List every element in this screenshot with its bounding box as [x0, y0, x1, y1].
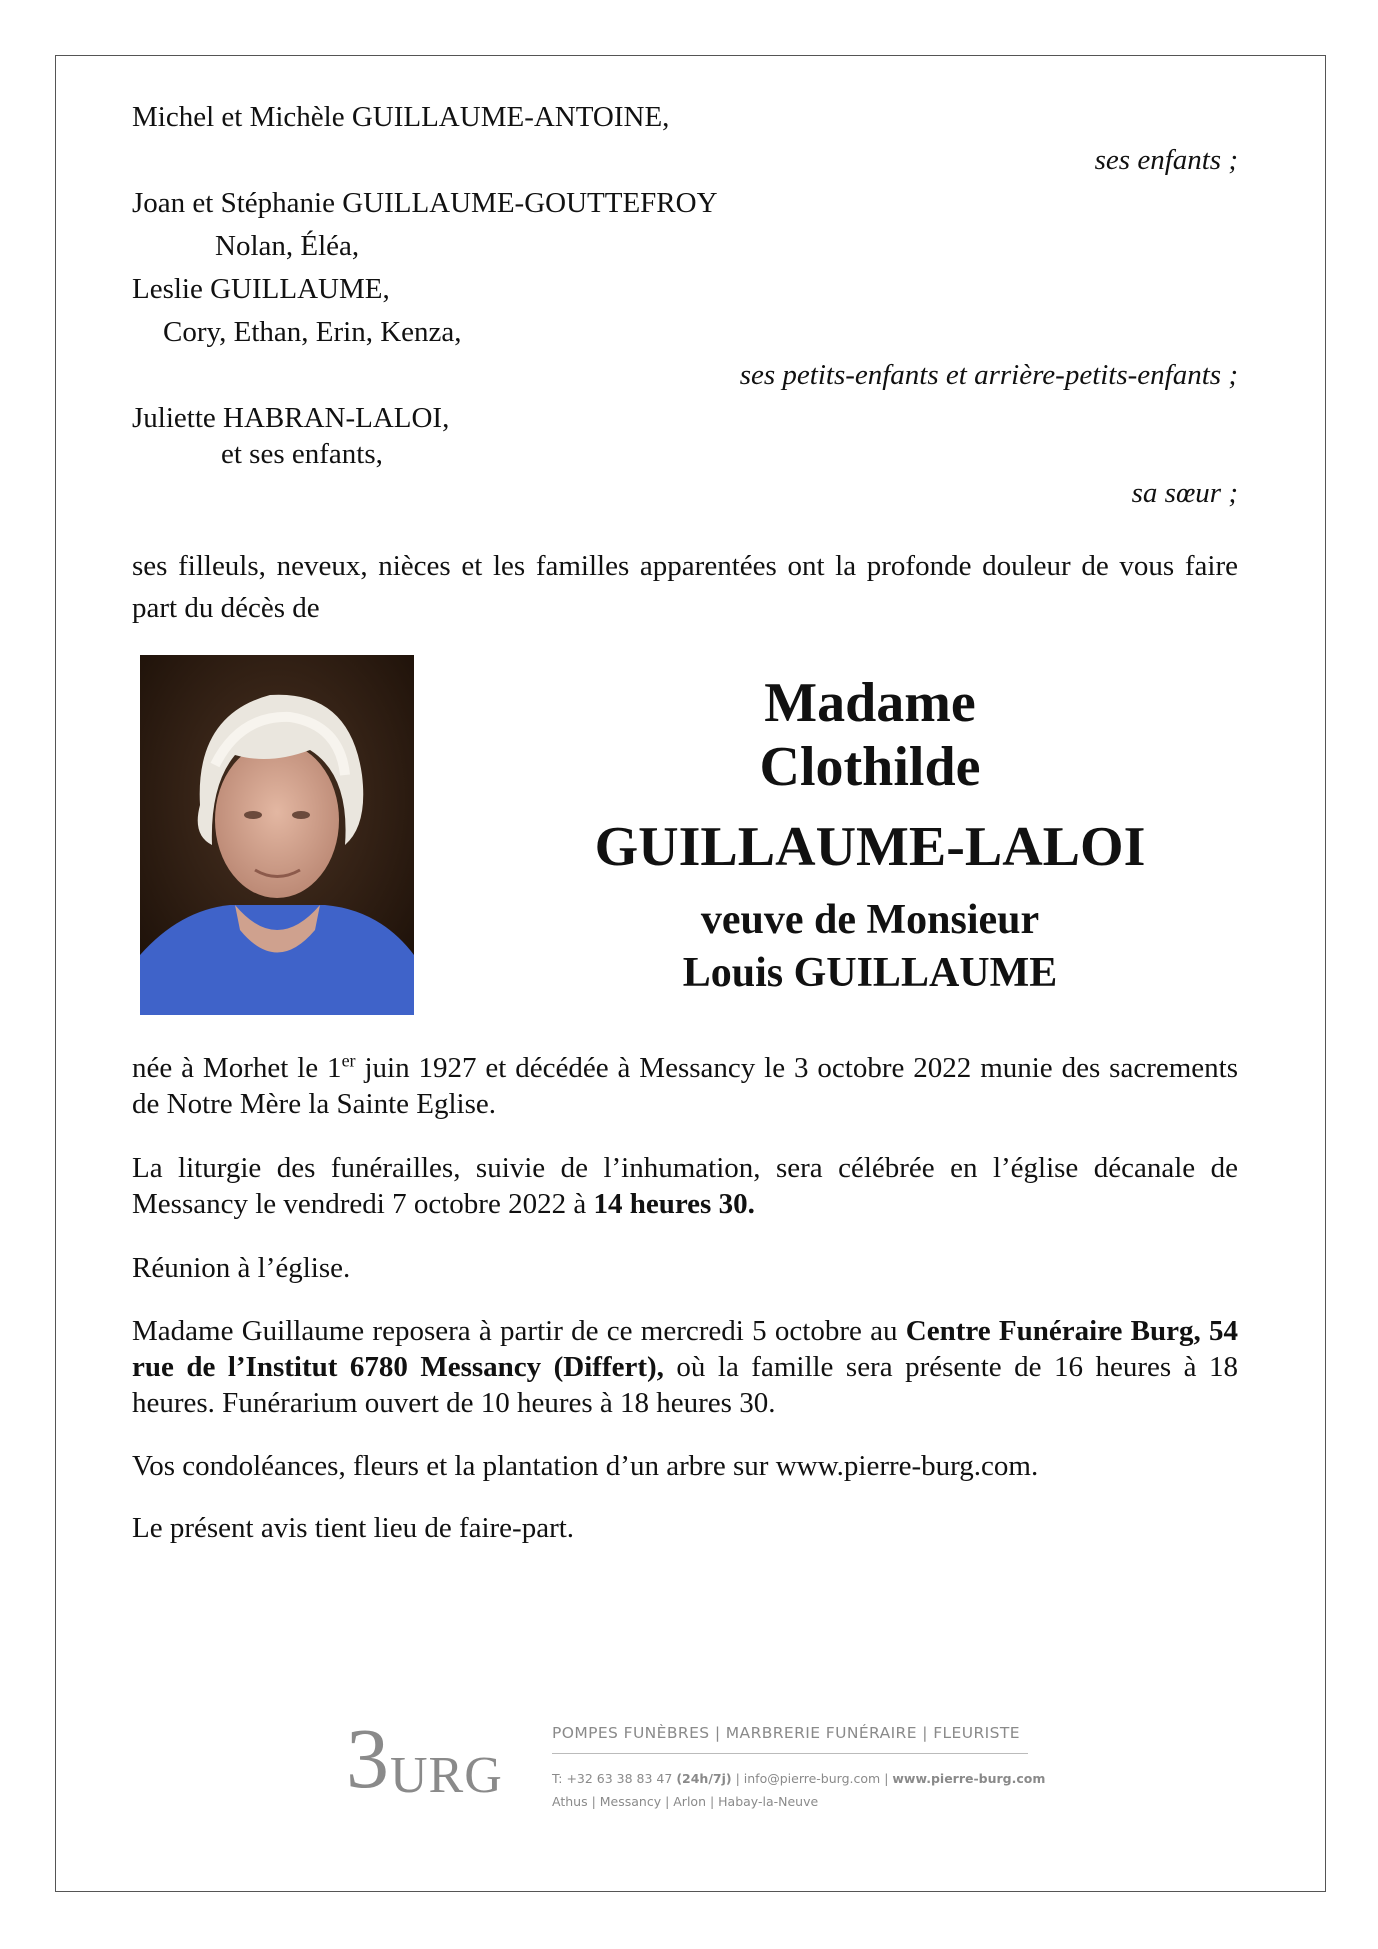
deceased-title: Madame [764, 672, 976, 734]
rest-text-post: où la famille sera présente de 16 heures à 18 heures. Funérarium ouvert de 10 heures à 18 heures 30. [132, 1351, 1238, 1419]
role-grandchildren: ses petits-enfants et arrière-petits-enfants ; [739, 359, 1238, 391]
deceased-last-name: GUILLAUME-LALOI [594, 816, 1146, 878]
family-line-2: Joan et Stéphanie GUILLAUME-GOUTTEFROY [132, 187, 718, 219]
liturgy-paragraph [132, 1150, 1238, 1222]
logo-b: 3 [346, 1710, 389, 1806]
footer-locations: Athus | Messancy | Arlon | Habay-la-Neuve [552, 1794, 819, 1809]
footer-rule [552, 1753, 1028, 1754]
meeting-text: Réunion à l’église. [132, 1252, 351, 1284]
intro-text: ses filleuls, neveux, nièces et les familles apparentées ont la profonde douleur de vous faire part du décès de [132, 550, 1238, 624]
footer-email[interactable]: info@pierre-burg.com [743, 1771, 881, 1786]
rest-paragraph [132, 1313, 1238, 1421]
rest-place: Centre Funéraire Burg, 54 rue de l’Institut 6780 Messancy (Differt), [132, 1315, 1239, 1383]
footer-website[interactable]: www.pierre-burg.com [892, 1771, 1046, 1786]
footer-contact: T: +32 63 38 83 47 (24h/7j) | info@pierre-burg.com | www.pierre-burg.com [552, 1771, 1046, 1786]
family-line-4: Leslie GUILLAUME, [132, 273, 390, 305]
deceased-first-name: Clothilde [759, 736, 981, 798]
family-line-5: Cory, Ethan, Erin, Kenza, [163, 316, 462, 348]
family-line-3: Nolan, Éléa, [215, 230, 360, 262]
burg-logo [346, 1710, 516, 1808]
birth-superscript: er [341, 1050, 356, 1071]
footer-phone: T: +32 63 38 83 47 [552, 1771, 673, 1786]
footer-services: POMPES FUNÈBRES | MARBRERIE FUNÉRAIRE | FLEURISTE [552, 1724, 1020, 1742]
widow-of: veuve de Monsieur [700, 897, 1040, 943]
family-line-1: Michel et Michèle GUILLAUME-ANTOINE, [132, 101, 670, 133]
birth-paragraph [132, 1050, 1238, 1122]
family-line-6: Juliette HABRAN-LALOI, [132, 402, 450, 434]
liturgy-time: 14 heures 30. [593, 1188, 755, 1220]
logo-text: URG [390, 1747, 503, 1804]
footer-phone-hours: (24h/7j) [676, 1771, 732, 1786]
notice-text: Le présent avis tient lieu de faire-part. [132, 1512, 575, 1544]
rest-text-pre: Madame Guillaume reposera à partir de ce mercredi 5 octobre au [132, 1315, 906, 1347]
portrait-photo [140, 655, 414, 1015]
family-line-7: et ses enfants, [221, 438, 383, 470]
role-children: ses enfants ; [1094, 144, 1238, 176]
birth-text-post: juin 1927 et décédée à Messancy le 3 octobre 2022 munie des sacrements de Notre Mère la Sainte Eglise. [132, 1052, 1238, 1120]
birth-text-pre: née à Morhet le 1 [132, 1052, 342, 1084]
husband-name: Louis GUILLAUME [682, 950, 1058, 996]
condolences-text: Vos condoléances, fleurs et la plantation d’un arbre sur www.pierre-burg.com. [132, 1450, 1039, 1482]
liturgy-text: La liturgie des funérailles, suivie de l’inhumation, sera célébrée en l’église décanale de Messancy le vendredi 7 octobre 2022 à [132, 1152, 1238, 1220]
role-sister: sa sœur ; [1131, 477, 1238, 509]
